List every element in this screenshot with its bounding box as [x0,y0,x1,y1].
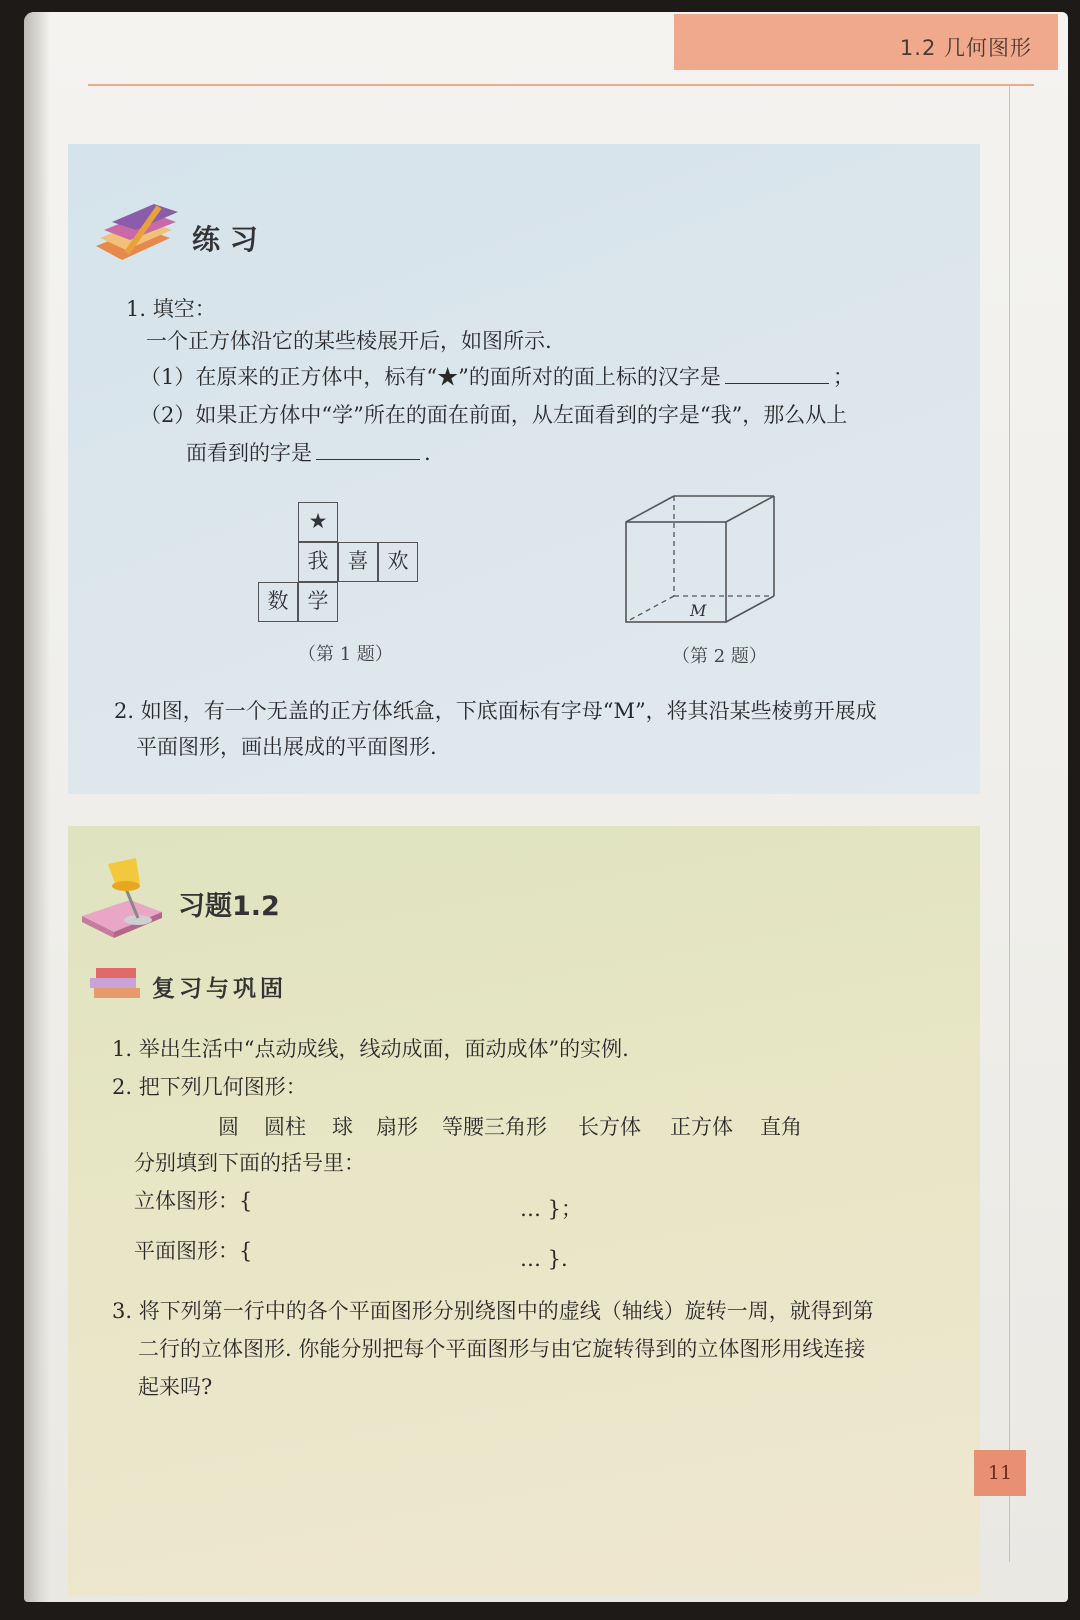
q1-part1-text: （1）在原来的正方体中，标有“★”的面所对的面上标的汉字是 [140,365,721,389]
shape-word: 等腰三角形 [442,1115,547,1139]
page-number: 11 [974,1450,1026,1496]
answer-blank-1[interactable] [725,363,829,384]
shape-word: 长方体 [578,1115,641,1139]
exercise-title: 习题1.2 [178,891,280,922]
shape-word: 圆 [218,1115,239,1139]
solid-shapes-label: 立体图形：{ [134,1189,253,1213]
net-cell-wo: 我 [298,542,338,582]
exercise-box [68,826,980,1596]
q2-line2: 平面图形，画出展成的平面图形. [136,735,437,759]
margin-rule [1009,86,1010,1562]
figure-1-caption: （第 1 题） [298,644,393,665]
q1-heading: 1. 填空： [126,297,216,321]
exercise-2-heading: 2. 把下列几何图形： [112,1075,307,1099]
shape-word: 扇形 [376,1115,418,1139]
net-cell-xi: 喜 [338,542,378,582]
book-stack-icon [88,966,144,1002]
q1-part1-end: ； [832,365,854,389]
exercise-3-line2: 二行的立体图形. 你能分别把每个平面图形与由它旋转得到的立体图形用线连接 [138,1337,866,1361]
shape-word: 正方体 [670,1115,733,1139]
q1-part1 [140,362,854,392]
section-header: 1.2 几何图形 [899,36,1032,60]
solid-shapes-end: … }； [520,1197,583,1221]
figure-2-caption: （第 2 题） [672,646,767,667]
net-cell-huan: 欢 [378,542,418,582]
q1-part2-line2 [186,438,431,468]
q1-part2-line1: （2）如果正方体中“学”所在的面在前面，从左面看到的字是“我”，那么从上 [140,403,848,427]
page-spine-shadow [24,12,50,1602]
q2-line1: 2. 如图，有一个无盖的正方体纸盒，下底面标有字母“M”，将其沿某些棱剪开展成 [114,699,877,723]
practice-box [68,144,980,794]
net-cell-star: ★ [298,502,338,542]
shape-word: 球 [332,1115,353,1139]
plane-shapes-end: … }. [520,1247,568,1271]
answer-blank-2[interactable] [316,439,420,460]
desk-lamp-book-icon [78,856,164,940]
review-subtitle: 复习与巩固 [152,976,287,1002]
practice-title: 练 习 [192,223,258,256]
header-rule [88,84,1034,86]
cube-bottom-label: M [690,601,707,620]
exercise-1: 1. 举出生活中“点动成线，线动成面，面动成体”的实例. [112,1037,629,1061]
cube-net-figure [258,502,428,626]
exercise-2-instruction: 分别填到下面的括号里： [134,1151,365,1175]
exercise-3-line1: 3. 将下列第一行中的各个平面图形分别绕图中的虚线（轴线）旋转一周，就得到第 [112,1299,874,1323]
open-cube-figure [622,492,782,628]
net-cell-shu: 数 [258,582,298,622]
shape-word: 直角 [760,1115,802,1139]
net-cell-xue: 学 [298,582,338,622]
shape-word: 圆柱 [264,1115,306,1139]
q1-intro: 一个正方体沿它的某些棱展开后，如图所示. [146,329,552,353]
textbook-page [24,12,1068,1602]
exercise-3-line3: 起来吗? [138,1375,213,1399]
q1-part2-text: 面看到的字是 [186,441,312,465]
books-pencil-icon [92,198,180,268]
q1-part2-end: . [424,441,431,465]
plane-shapes-label: 平面图形：{ [134,1239,253,1263]
